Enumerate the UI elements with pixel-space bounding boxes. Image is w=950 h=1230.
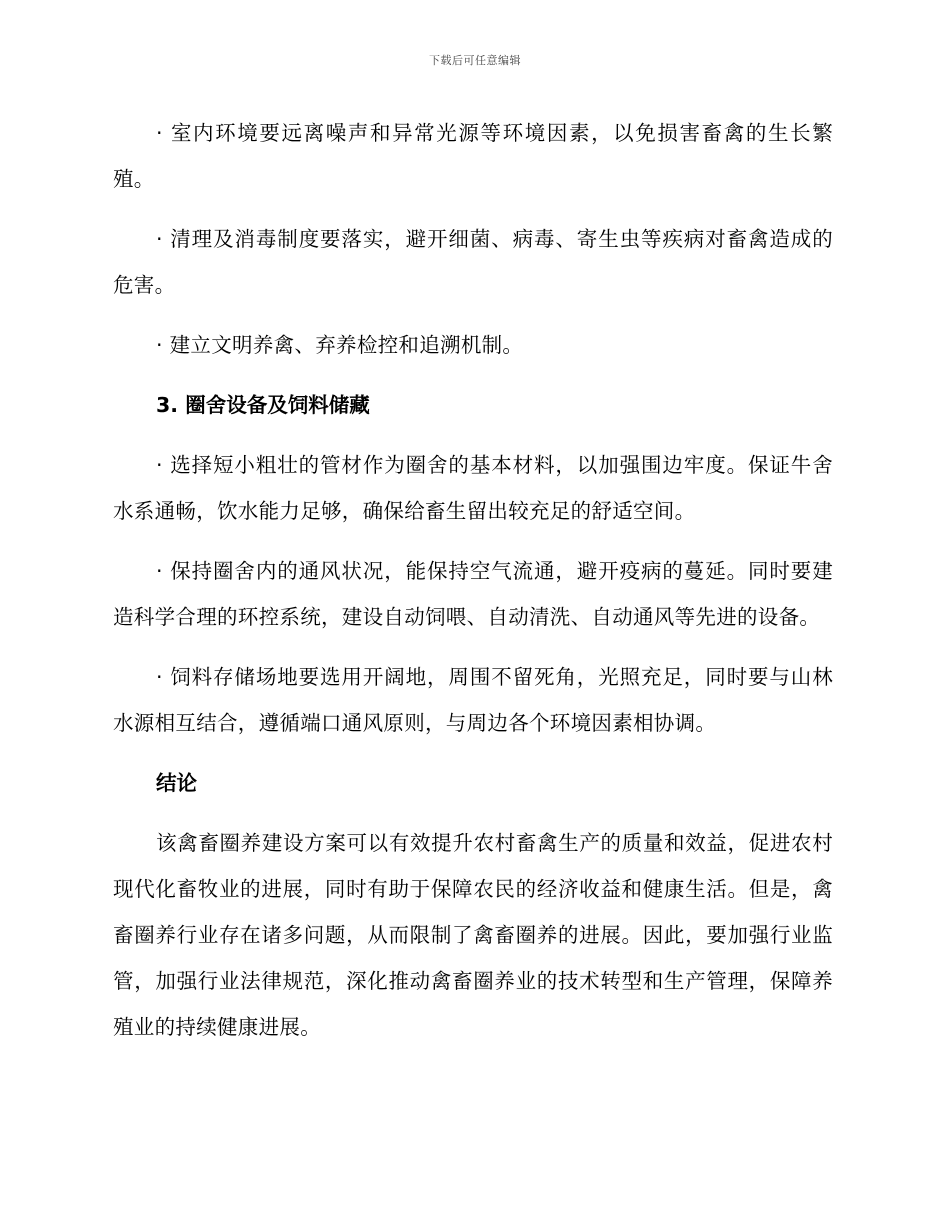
bullet-paragraph: · 饲料存储场地要选用开阔地，周围不留死角，光照充足，同时要与山林水源相互结合，遵循端口通风原则，与周边各个环境因素相协调。 — [113, 665, 833, 735]
bullet-paragraph: · 保持圈舍内的通风状况，能保持空气流通，避开疫病的蔓延。同时要建造科学合理的环控系统，建设自动饲喂、自动清洗、自动通风等先进的设备。 — [113, 559, 833, 629]
bullet-paragraph: · 选择短小粗壮的管材作为圈舍的基本材料，以加强围边牢度。保证牛舍水系通畅，饮水能力足够，确保给畜生留出较充足的舒适空间。 — [113, 453, 833, 523]
bullet-paragraph: · 建立文明养禽、弃养检控和追溯机制。 — [156, 333, 524, 357]
page-header: 下载后可任意编辑 — [429, 54, 521, 67]
conclusion-heading: 结论 — [156, 771, 197, 795]
section-heading: 3. 圈舍设备及饲料储藏 — [156, 393, 370, 417]
bullet-paragraph: · 室内环境要远离噪声和异常光源等环境因素，以免损害畜禽的生长繁殖。 — [113, 121, 833, 191]
document-body — [113, 110, 833, 1064]
conclusion-paragraph: 该禽畜圈养建设方案可以有效提升农村畜禽生产的质量和效益，促进农村现代化畜牧业的进展，同时有助于保障农民的经济收益和健康生活。但是，禽畜圈养行业存在诸多问题，从而限制了禽畜圈养的进展。因此，要加强行业监管，加强行业法律规范，深化推动禽畜圈养业的技术转型和生产管理，保障养殖业的持续健康进展。 — [113, 831, 833, 1039]
bullet-paragraph: · 清理及消毒制度要落实，避开细菌、病毒、寄生虫等疾病对畜禽造成的危害。 — [113, 227, 833, 297]
